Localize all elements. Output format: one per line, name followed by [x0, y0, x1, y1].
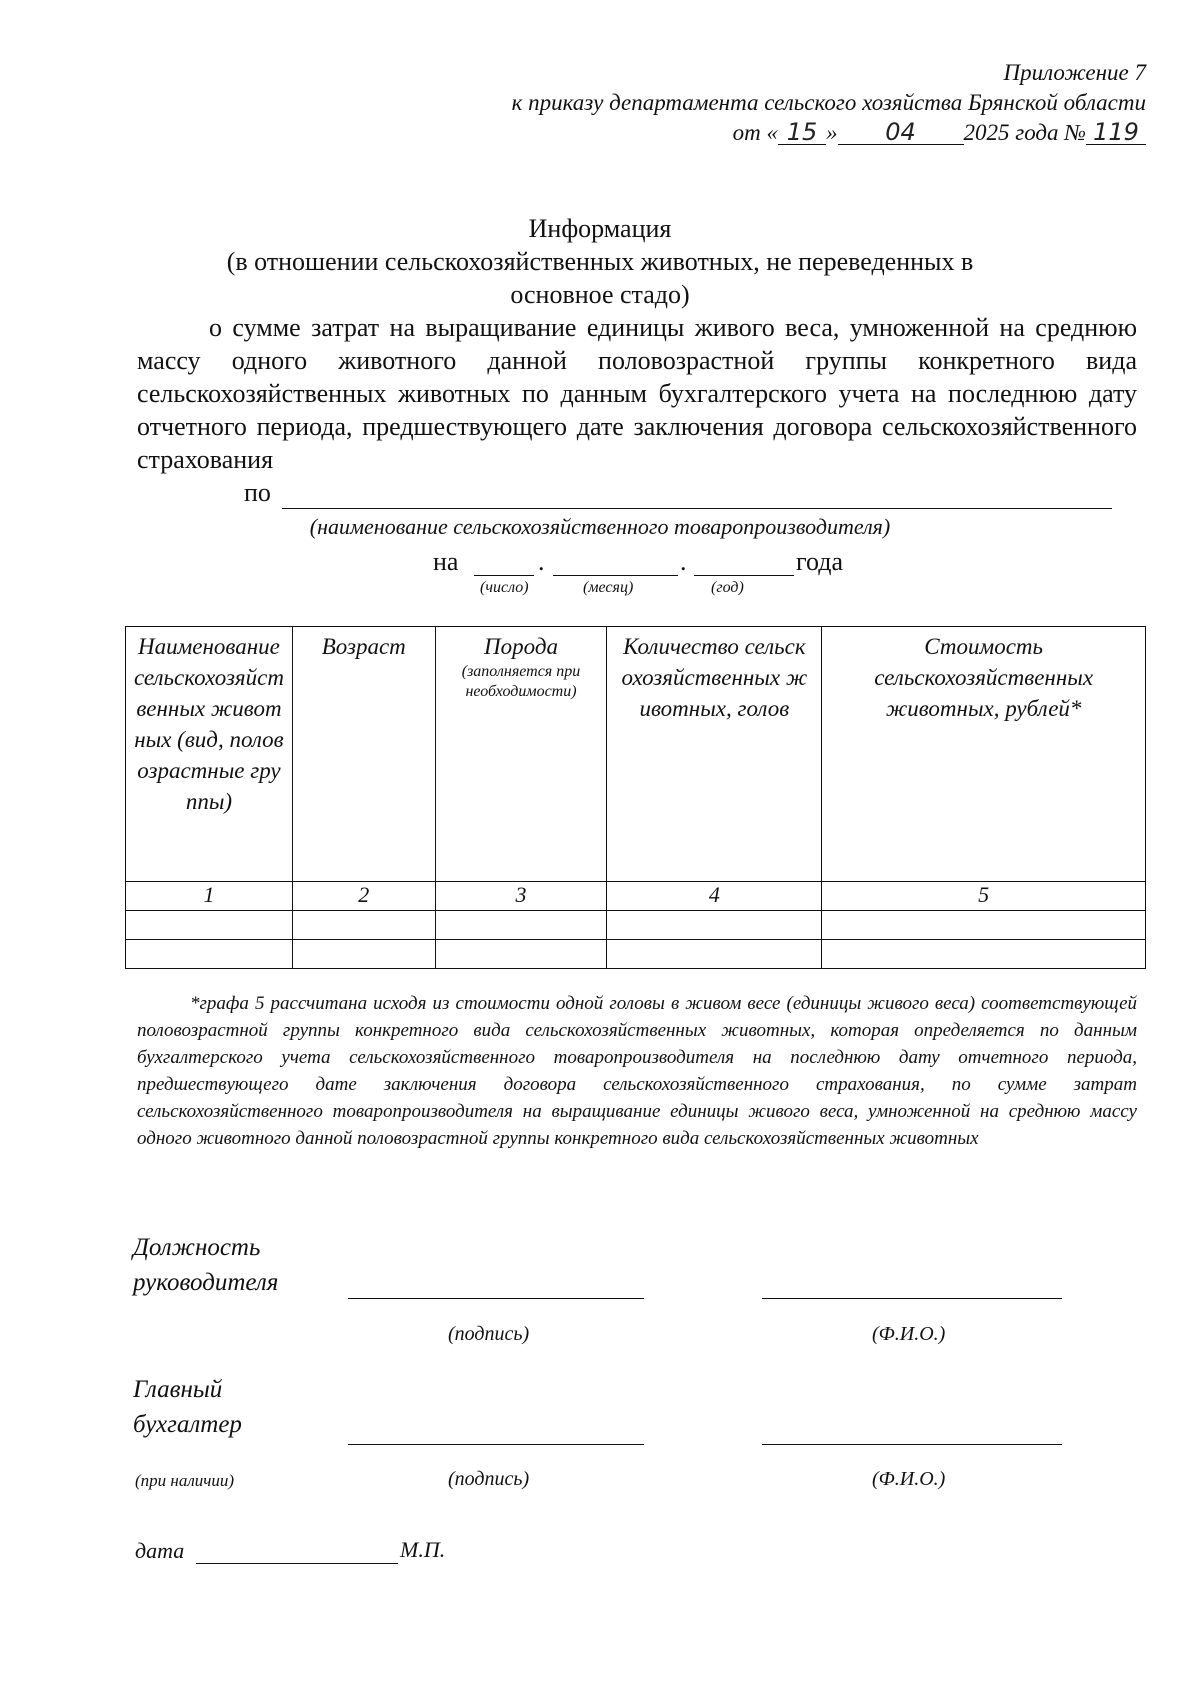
appendix-label: Приложение 7 [1003, 60, 1146, 85]
table-cell[interactable] [126, 911, 293, 940]
title-line-1: Информация [528, 214, 672, 243]
table-cell[interactable] [607, 911, 822, 940]
footnote-text: *графа 5 рассчитана исходя из стоимости одной головы в живом весе (единицы живого веса) соответствующей половозрастной группы конкретного вида сельскохозяйственных животных, которая определяется по данным бухгалтерского учета сельскохозяйственного товаропроизводителя на последнюю дату отчетного периода, предшествующего дате заключения договора сельскохозяйственного страхования, по сумме затрат сельскохозяйственного товаропроизводителя на выращивание единицы живого веса, умноженной на среднюю массу одного животного данной половозрастной группы конкретного вида сельскохозяйственных животных [137, 993, 1137, 1149]
accountant-fio-field[interactable] [762, 1444, 1062, 1445]
accountant-signature-caption: (подпись) [448, 1468, 530, 1490]
sign-date-field[interactable] [196, 1563, 398, 1564]
accountant-signature-field[interactable] [348, 1444, 644, 1445]
order-reference: к приказу департамента сельского хозяйства Брянской области [511, 90, 1146, 115]
date-suffix: года [796, 547, 844, 576]
accountant-label [133, 1372, 242, 1442]
head-fio-field[interactable] [762, 1298, 1062, 1299]
head-label-line-2: руководителя [133, 1269, 279, 1296]
col-age-header: Возраст [292, 627, 435, 882]
table-cell[interactable] [435, 911, 607, 940]
stamp-label: М.П. [400, 1537, 446, 1562]
col-number-2: 2 [292, 882, 435, 911]
head-label-line-1: Должность [133, 1234, 261, 1261]
year-label: (год) [711, 579, 744, 596]
date-dot-1: . [538, 547, 545, 576]
col-number-1: 1 [126, 882, 293, 911]
col-count-header [607, 627, 822, 882]
table-cell[interactable] [607, 940, 822, 969]
date-dot-2: . [680, 547, 687, 576]
col-breed-title: Порода [484, 634, 558, 659]
col-number-5: 5 [822, 882, 1146, 911]
accountant-fio-caption: (Ф.И.О.) [872, 1468, 946, 1490]
title-body-text: о сумме затрат на выращивание единицы живого веса, умноженной на среднюю массу одного животного данной половозрастной группы конкретного вида сельскохозяйственных животных по данным бухгалтерского учета на последнюю дату отчетного периода, предшествующего дате заключения договора сельскохозяйственного страхования [137, 313, 1137, 474]
footnote [137, 990, 1137, 1152]
order-month: 04 [838, 120, 964, 145]
title-body [137, 311, 1137, 476]
order-year-text: 2025 года № [963, 120, 1086, 145]
table-row [126, 911, 1146, 940]
month-label: (месяц) [583, 579, 634, 596]
date-year-field[interactable] [694, 575, 794, 576]
head-signature-field[interactable] [348, 1298, 644, 1299]
accountant-label-line-1: Главный [133, 1376, 223, 1403]
producer-prefix: по [244, 478, 271, 507]
accountant-note: (при наличии) [135, 1471, 235, 1490]
date-prefix: от « [732, 120, 778, 145]
table-number-row [126, 882, 1146, 911]
day-close-quote: » [826, 120, 838, 145]
order-day: 15 [778, 120, 826, 145]
col-number-4: 4 [607, 882, 822, 911]
appendix-header [512, 58, 1146, 148]
table-cell[interactable] [822, 940, 1146, 969]
col-name-header-text: Наименование сельскохозяйственных животных (вид, половозрастные группы) [133, 634, 284, 814]
order-date-line [512, 118, 1146, 148]
head-signature-caption: (подпись) [448, 1323, 530, 1345]
producer-caption: (наименование сельскохозяйственного товаропроизводителя) [309, 514, 891, 539]
col-breed-note: (заполняется при необходимости) [461, 663, 581, 700]
head-fio-caption: (Ф.И.О.) [872, 1323, 946, 1345]
table-cell[interactable] [822, 911, 1146, 940]
livestock-table [125, 626, 1146, 969]
col-cost-header [822, 627, 1146, 882]
date-month-field[interactable] [553, 575, 678, 576]
col-count-header-text: Количество сельскохозяйственных животных, голов [621, 634, 808, 721]
title-line-3: основное стадо) [510, 280, 690, 309]
producer-name-field[interactable] [282, 508, 1112, 509]
accountant-label-line-2: бухгалтер [133, 1411, 242, 1438]
table-row [126, 940, 1146, 969]
col-cost-header-text: Стоимость сельскохозяйственных животных, рублей* [874, 634, 1094, 721]
col-breed-header [435, 627, 607, 882]
table-cell[interactable] [126, 940, 293, 969]
head-position-label [133, 1230, 278, 1300]
col-number-3: 3 [435, 882, 607, 911]
table-cell[interactable] [292, 911, 435, 940]
table-cell[interactable] [292, 940, 435, 969]
date-label: дата [135, 1538, 185, 1563]
col-name-header [126, 627, 293, 882]
day-label: (число) [480, 579, 529, 596]
order-number: 119 [1086, 120, 1146, 145]
date-prefix-na: на [433, 547, 459, 576]
table-cell[interactable] [435, 940, 607, 969]
title-line-2: (в отношении сельскохозяйственных животных, не переведенных в [226, 247, 974, 276]
date-day-field[interactable] [474, 575, 534, 576]
table-header-row [126, 627, 1146, 882]
document-title [0, 212, 1200, 311]
